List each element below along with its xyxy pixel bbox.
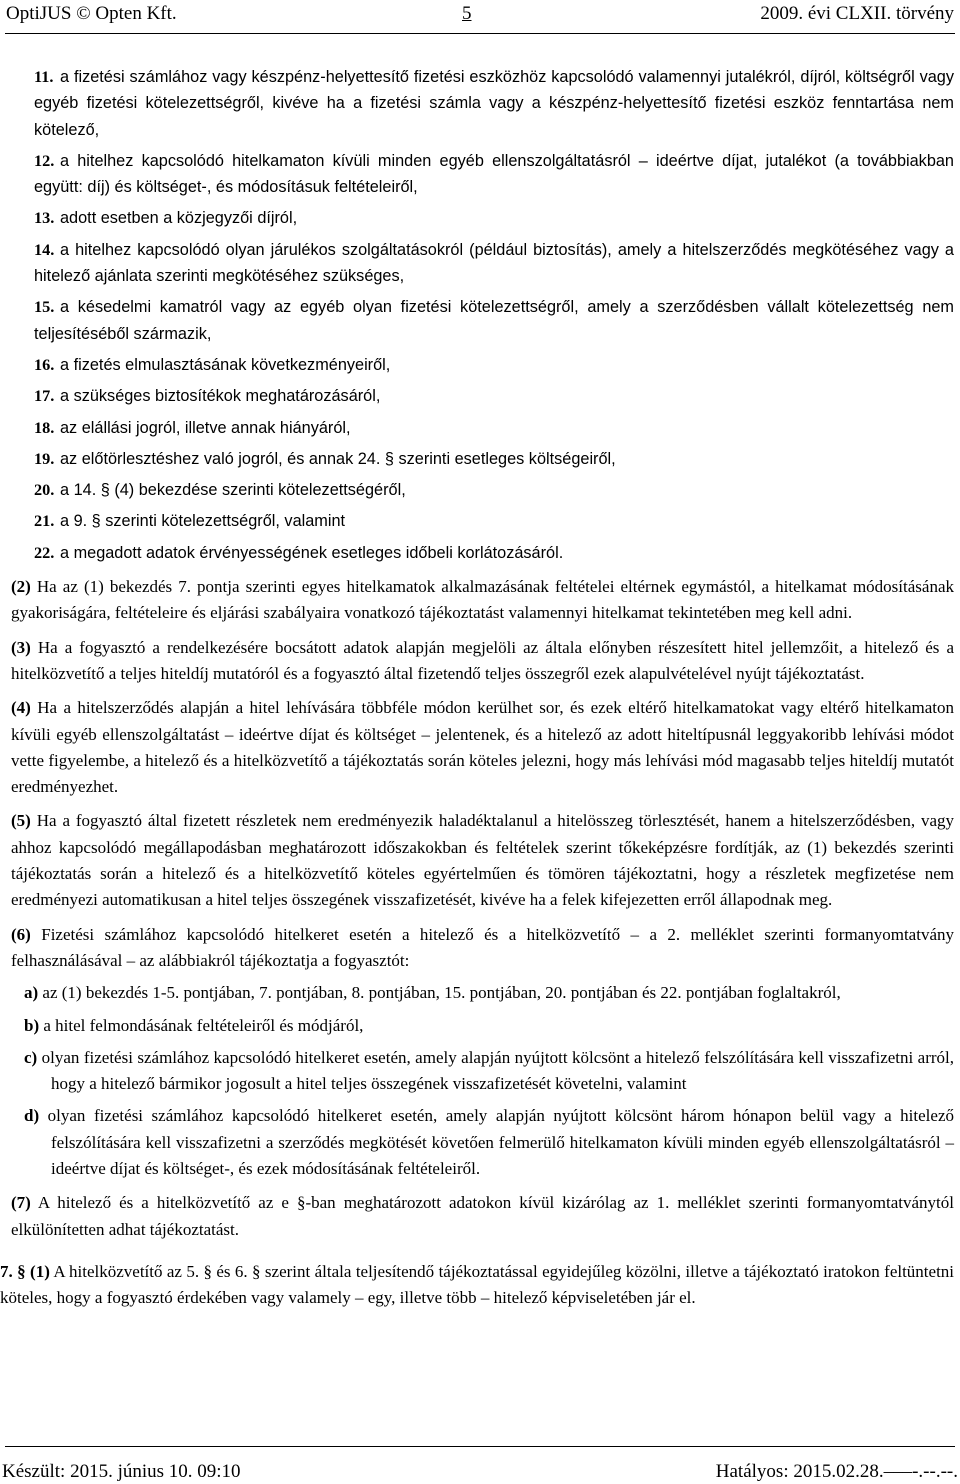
document-body [0,64,960,1311]
item-text: a hitelhez kapcsolódó olyan járulékos szolgáltatásokról (például biztosítás), amely a hitelszerződés megkötéséhez vagy a hitelező ajánlata szerinti megkötéséhez szükséges, [34,240,954,286]
law-title: 2009. évi CLXII. törvény [760,3,954,24]
subitem-label: d) [24,1106,40,1126]
subitem-text: olyan fizetési számlához kapcsolódó hitelkeret esetén, amely alapján nyújtott kölcsönt három hónapon belül vagy a hitelező felszólítására kell visszafizetni a szerződés megkötését követően felmerülő hitelkamaton kívüli minden egyéb ellenszolgáltatásról – ideértve díjat és költséget-, és ezek módosításának feltételeiről. [47,1106,954,1178]
item-text: adott esetben a közjegyzői díjról, [60,209,298,228]
paragraph-label: (7) [11,1193,31,1213]
paragraph-label: (4) [11,698,31,718]
paragraph-2 [0,574,960,627]
item-text: a 9. § szerinti kötelezettségről, valamint [60,512,346,531]
page-header [0,0,960,40]
subitem-label: a) [24,983,39,1003]
page-number: 5 [462,3,472,24]
item-number: 20. [34,480,55,500]
paragraph-text: Ha a fogyasztó a rendelkezésére bocsátott adatok alapján megjelöli az általa előnyben részesített hitel jellemzőit, a hitelező és a hitelközvetítő a teljes hiteldíj mutatóról és a fogyasztó által fizetendő teljes összegről ezek alapulvételével nyújt tájékoztatást. [11,637,954,683]
item-number: 16. [34,354,55,374]
item-number: 21. [34,511,55,531]
subitem-d [0,1103,960,1182]
subitem-text: a hitel felmondásának feltételeiről és módjáról, [43,1015,364,1035]
item-text: a késedelmi kamatról vagy az egyéb olyan fizetési kötelezettségről, amely a szerződésben vállalt kötelezettség nem teljesítéséből származik, [34,298,954,343]
item-text: a megadott adatok érvényességének esetleges időbeli korlátozásáról. [60,543,564,562]
article-paragraph-label: (1) [30,1261,50,1281]
list-item-17 [0,383,960,409]
item-number: 13. [34,208,55,228]
item-number: 17. [34,386,55,406]
paragraph-label: (5) [11,811,31,831]
paragraph-text: A hitelező és a hitelközvetítő az e §-ban meghatározott adatokon kívül kizárólag az 1. melléklet szerinti formanyomtatványtól elkülönítetten adhat tájékoztatást. [11,1193,954,1239]
item-number: 12. [34,150,55,170]
subitem-text: olyan fizetési számlához kapcsolódó hitelkeret esetén, amely alapján nyújtott kölcsönt a hitelező felszólítására kell visszafizetni arról, hogy a hitelező bármikor jogosult a hitel teljes összegének visszafizetését követelni, valamint [41,1047,954,1094]
item-text: az elállási jogról, illetve annak hiányáról, [60,418,351,437]
paragraph-text: Fizetési számlához kapcsolódó hitelkeret esetén a hitelező és a hitelközvetítő – a 2. melléklet szerinti formanyomtatvány felhasználásával – az alábbiakról tájékoztatja a fogyasztót: [11,924,954,970]
paragraph-text: Ha az (1) bekezdés 7. pontja szerinti egyes hitelkamatok alkalmazásának feltételei eltérnek egymástól, a hitelkamat módosításának gyakoriságára, feltételeire és eljárási szabályaira vonatkozó tájékoztatást valamennyi hitelkamat tekintetében meg kell adni. [11,577,954,623]
paragraph-text: Ha a fogyasztó által fizetett részletek nem eredményezik haladéktalanul a hitelösszeg törlesztését, hanem a hitelszerződésben, vagy ahhoz kapcsolódó megállapodásban meghatározott időszakokban és feltételek szerint tőkeképzésre fordítják, az (1) bekezdés szerinti tájékoztatás során a hitelező és a hitelközvetítő köteles egyértelműen és tömören tájékoztatni, hogy a részletek megfizetése nem eredményezi automatikusan a hitel teljes összegének visszafizetését, kivéve ha a felek kifejezetten erről állapodnak meg. [11,811,955,910]
header-divider [5,33,955,34]
item-text: a 14. § (4) bekezdése szerinti kötelezettségéről, [60,481,406,500]
article-number: 7. § [0,1261,26,1281]
item-number: 11. [34,67,54,86]
item-text: a hitelhez kapcsolódó hitelkamaton kívüli minden egyéb ellenszolgáltatásról – ideértve díjat, jutalékot (a továbbiakban együtt: díj) és költséget-, és módosításuk feltételeiről, [34,151,954,197]
list-item-13 [0,205,960,231]
paragraph-label: (2) [11,577,31,597]
list-item-15 [0,294,960,347]
list-item-11 [0,64,960,143]
item-text: a fizetési számlához vagy készpénz-helyettesítő fizetési eszközhöz kapcsolódó valamennyi jutalékról, díjról, költségről vagy egyéb fizetési kötelezettségről, kivéve ha a fizetési számla vagy a készpénz-helyettesítő fizetési eszköz fenntartása nem kötelező, [34,68,954,139]
list-item-18 [0,415,960,441]
subitem-label: b) [24,1015,40,1035]
points-list [0,64,960,566]
article-text: A hitelközvetítő az 5. § és 6. § szerint általa teljesítendő tájékoztatással egyidejűleg közölni, illetve a tájékoztató iratokon feltüntetni köteles, hogy a fogyasztó érdekében vagy valamely – egy, illetve több – hitelező képviseletében jár el. [0,1261,955,1308]
list-item-16 [0,352,960,378]
item-number: 15. [34,297,55,317]
subitem-b [0,1013,960,1039]
paragraph-text: Ha a hitelszerződés alapján a hitel lehívására többféle módon kerülhet sor, és ezek eltérő hitelkamatokat vagy eltérő hitelkamaton kívüli egyéb ellenszolgáltatást – ideértve díjat és költséget – jelentenek, és a hitelező az adott hiteltípusnál leggyakoribb lehívási módot vette figyelembe, a hitelező és a hitelközvetítő a tájékoztatás során köteles jelezni, hogy más lehívási mód magasabb teljes hiteldíj mutatót eredményezhet. [11,698,954,797]
list-item-14 [0,237,960,290]
created-date: Készült: 2015. június 10. 09:10 [2,1461,241,1482]
publisher-label: OptiJUS © Opten Kft. [6,3,177,24]
list-item-22 [0,540,960,566]
list-item-12 [0,148,960,201]
paragraph-7 [0,1190,960,1243]
subitem-c [0,1045,960,1098]
subitem-a [0,980,960,1006]
item-text: az előtörlesztéshez való jogról, és annak 24. § szerinti esetleges költségeiről, [60,449,616,468]
article-7 [0,1259,960,1312]
list-item-21 [0,508,960,534]
footer-divider [5,1446,955,1447]
item-number: 18. [34,417,55,437]
item-number: 22. [34,542,55,562]
paragraph-5 [0,808,960,913]
list-item-19 [0,446,960,472]
paragraph-label: (6) [11,924,31,944]
item-number: 19. [34,448,55,468]
paragraph-label: (3) [11,637,31,657]
item-text: a szükséges biztosítékok meghatározásáról, [60,387,381,406]
effective-date: Hatályos: 2015.02.28.–––-.--.--. [715,1461,958,1482]
list-item-20 [0,477,960,503]
paragraph-4 [0,695,960,800]
item-number: 14. [34,239,55,259]
paragraph-6 [0,922,960,975]
page-footer [0,1446,960,1484]
item-text: a fizetés elmulasztásának következményeiről, [60,355,391,374]
paragraph-3 [0,635,960,688]
subitem-label: c) [24,1047,38,1067]
subitem-text: az (1) bekezdés 1-5. pontjában, 7. pontjában, 8. pontjában, 15. pontjában, 20. pontjában és 22. pontjában foglaltakról, [42,983,841,1003]
